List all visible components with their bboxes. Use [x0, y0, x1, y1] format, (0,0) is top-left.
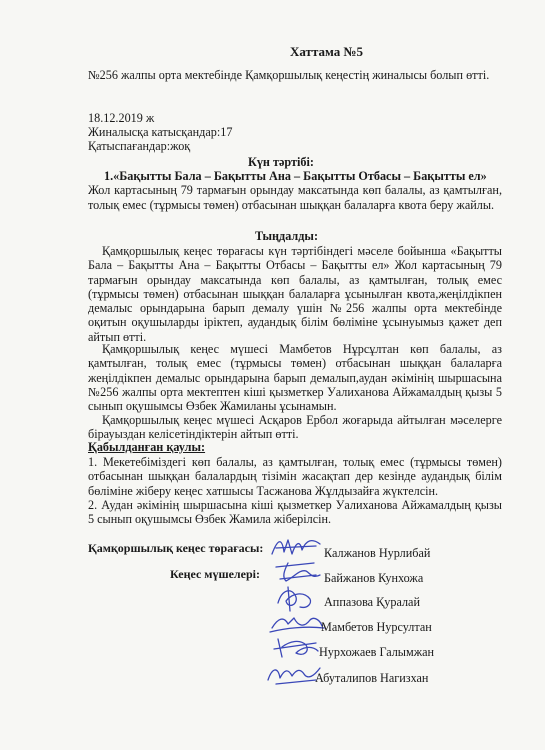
meeting-date: 18.12.2019 ж	[88, 111, 155, 125]
decision-item-1: 1. Мекетебіміздегі көп балалы, аз қамтылған, толық емес (тұрмысы төмен) отбасынан шыққан балалардың тізімін жасақтап дер кезінде аудандық білім бөліміне жіберу кеңес хатшысы Тасжанова Жұлдызайға жүктелсін.	[88, 455, 502, 498]
signature-member-4-icon	[268, 633, 322, 661]
signatory-name-3: Аппазова Қуралай	[324, 595, 420, 609]
signatory-name-6: Абуталипов Нагизхан	[315, 671, 429, 685]
document-title: Хаттама №5	[290, 44, 364, 59]
signatory-name-2: Байжанов Кунхожа	[324, 571, 424, 585]
attended-count: Жиналысқа катысқандар:17	[88, 125, 233, 139]
agenda-item	[88, 169, 502, 212]
heard-heading: Тыңдалды:	[255, 229, 319, 243]
absent-count: Қатыспағандар:жоқ	[88, 139, 191, 153]
agenda-item-title: 1.«Бақытты Бала – Бақытты Ана – Бақытты Отбасы – Бақытты ел»	[104, 169, 487, 183]
decision-item-2: 2. Аудан әкімінің шыршасына кіші қызметкер Уалиханова Айжамалдың қызы 5 сынып оқушымсы Өзбек Жамила жіберілсін.	[88, 498, 502, 527]
chair-role-label: Қамқоршылық кеңес төрағасы:	[88, 541, 264, 555]
signature-member-1-icon	[270, 557, 326, 585]
agenda-item-text: Жол картасының 79 тармағын орындау максатында көп балалы, аз қамтылған, толық емес (тұрмысы төмен) отбасынан шыққан балаларға квота беру жайлы.	[88, 183, 502, 212]
members-role-label: Кеңес мүшелері:	[170, 567, 260, 581]
heard-paragraph-3: Қамқоршылық кеңес мүшесі Асқаров Ербол жоғарыда айтылған мәселерге бірауыздан келісетіндіктерін айтып өтті.	[88, 413, 502, 442]
signatory-name-1: Калжанов Нурлибай	[324, 546, 431, 560]
signatory-name-4: Мамбетов Нурсултан	[321, 620, 432, 634]
agenda-heading: Күн тәртібі:	[248, 155, 314, 169]
signature-member-2-icon	[270, 583, 320, 613]
decision-heading: Қабылданған қаулы:	[88, 440, 206, 454]
heard-paragraph-2: Қамқоршылық кеңес мүшесі Мамбетов Нұрсұлтан көп балалы, аз қамтылған, толық емес (тұрмысы төмен) отбасынан шыққан балаларға жеңілдікпен демалыс орындарына барып демалып,аудан әкімінің шыршасына №256 жалпы орта мектептен кіші қызметкер Уалиханова Айжамалдың қызы 5 сынып оқушымсы Өзбек Жамиланы ұсынамын.	[88, 342, 502, 414]
heard-paragraph-1: Қамқоршылық кеңес төрағасы күн тәртібіндегі мәселе бойынша «Бақытты Бала – Бақытты Ана – Бақытты Отбасы – Бақытты ел» Жол картасының 79 тармағын орындау максатында көп балалы, аз қамтылған, толық емес (тұрмысы төмен) отбасынан шыққан балаларға ұсынылған квота,жеңілдікпен демалыс орындарына барып демалу үшін №256 жалпы орта мектебінде оқитын оқушыларды іріктеп, аудандық білім бөліміне ұсынуымыз қажет деп айтып өтті.	[88, 244, 502, 344]
signatory-name-5: Нурхожаев Галымжан	[319, 645, 435, 659]
intro-paragraph: №256 жалпы орта мектебінде Қамқоршылық кеңестің жиналысы болып өтті.	[88, 68, 490, 82]
